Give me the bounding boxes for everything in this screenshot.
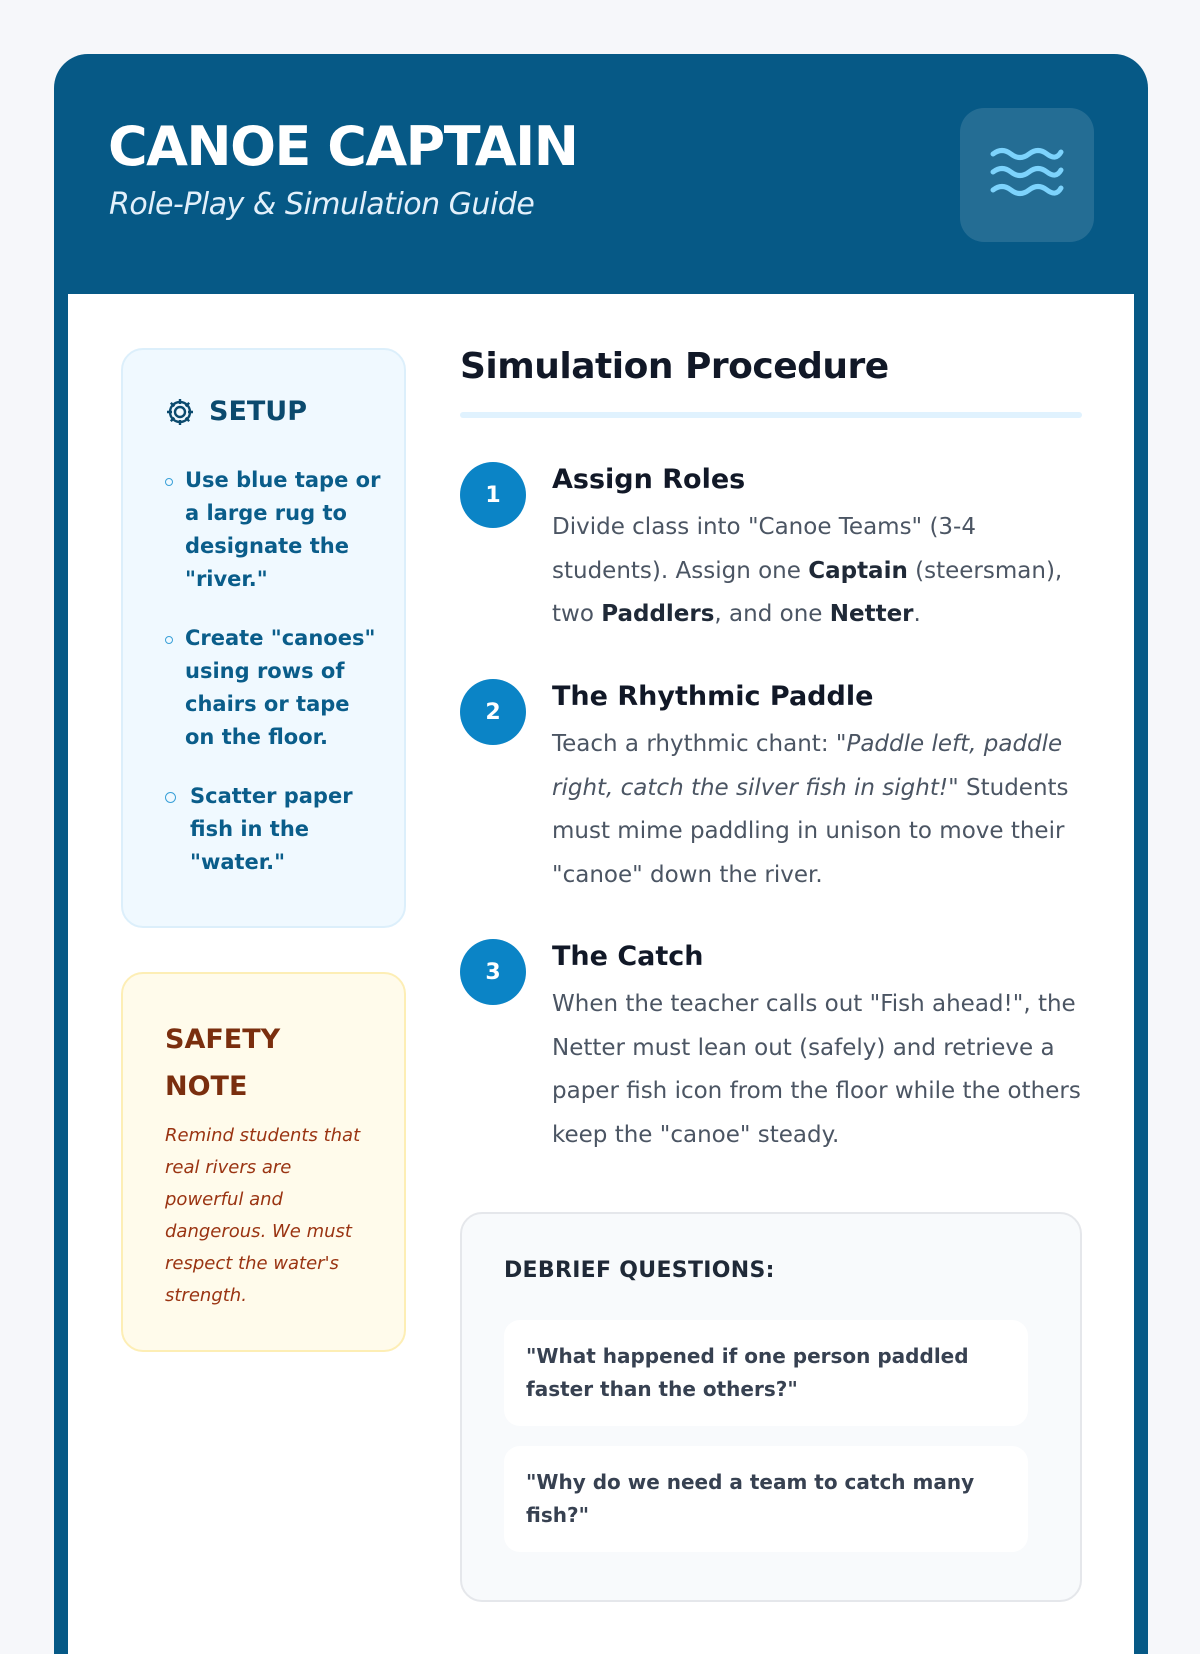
page-subtitle: Role-Play & Simulation Guide: [109, 187, 535, 222]
setup-title: SETUP: [209, 396, 308, 427]
content-area: [68, 294, 1134, 1654]
debrief-panel: [460, 1212, 1082, 1602]
setup-item: Use blue tape or a large rug to designate the "river.": [163, 464, 383, 596]
step-number-badge: 1: [460, 462, 526, 528]
page-title: CANOE CAPTAIN: [108, 115, 578, 178]
gear-icon: [165, 397, 195, 427]
procedure-title: Simulation Procedure: [460, 346, 889, 387]
step-text: Teach a rhythmic chant: "Paddle left, paddle right, catch the silver fish in sight!" Students must mime paddling in unison to move their "canoe" down the river.: [552, 731, 1069, 888]
debrief-question: "What happened if one person paddled faster than the others?": [504, 1320, 1028, 1426]
setup-heading: [165, 396, 307, 427]
step-title: Assign Roles: [552, 464, 746, 495]
debrief-question: "Why do we need a team to catch many fish?": [504, 1446, 1028, 1552]
step-title: The Catch: [552, 941, 704, 972]
setup-item: Scatter paper fish in the "water.": [163, 780, 383, 879]
step-title: The Rhythmic Paddle: [552, 681, 874, 712]
setup-list: [163, 464, 383, 905]
safety-title: SAFETY NOTE: [165, 1024, 281, 1102]
guide-card: [54, 54, 1148, 1654]
safety-note-panel: [121, 972, 406, 1352]
step-text: Divide class into "Canoe Teams" (3-4 students). Assign one Captain (steersman), two Paddlers, and one Netter.: [552, 514, 1063, 627]
logo-badge: [960, 108, 1094, 242]
procedure-divider: [460, 412, 1082, 418]
step-text: When the teacher calls out "Fish ahead!", the Netter must lean out (safely) and retrieve a paper fish icon from the floor while the others keep the "canoe" steady.: [552, 991, 1081, 1148]
header: [54, 54, 1148, 294]
setup-item: Create "canoes" using rows of chairs or tape on the floor.: [163, 622, 383, 754]
safety-text: Remind students that real rivers are powerful and dangerous. We must respect the water's strength.: [165, 1125, 361, 1306]
step-number-badge: 2: [460, 679, 526, 745]
setup-panel: [121, 348, 406, 928]
waves-icon: [989, 144, 1065, 206]
debrief-title: DEBRIEF QUESTIONS:: [504, 1258, 775, 1283]
step-number-badge: 3: [460, 939, 526, 1005]
